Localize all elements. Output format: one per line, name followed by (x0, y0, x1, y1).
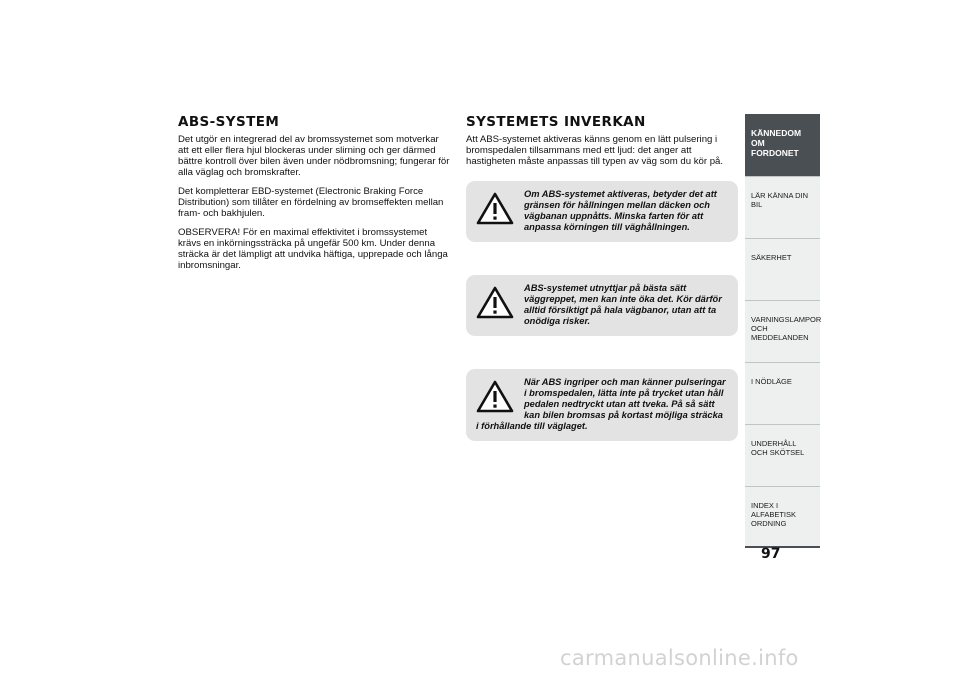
warning-triangle-icon (476, 380, 514, 414)
paragraph: Det kompletterar EBD-systemet (Electronic Braking Force Distribution) som tillåter en fördelning av bromseffekten mellan fram- och bakhjulen. (178, 186, 444, 219)
tab-varningslampor[interactable]: VARNINGSLAMPOR OCH MEDDELANDEN (745, 300, 820, 362)
watermark: carmanualsonline.info (560, 646, 799, 670)
tab-lar-kanna[interactable]: LÄR KÄNNA DIN BIL (745, 176, 820, 238)
left-column (178, 114, 450, 279)
warning-text: När ABS ingriper och man känner pulseringar i bromspedalen, lätta inte på trycket utan håll pedalen nedtryckt utan att tveka. På så sätt kan bilen bromsas på kortast möjliga sträcka i förhållande till väglaget. (476, 377, 726, 431)
warning-triangle-icon (476, 286, 514, 320)
page-number: 97 (761, 546, 781, 562)
tab-underhall[interactable]: UNDERHÅLL OCH SKÖTSEL (745, 424, 820, 486)
tab-i-nodlage[interactable]: I NÖDLÄGE (745, 362, 820, 424)
chapter-sidebar (745, 114, 820, 548)
right-column (466, 114, 738, 474)
tab-index[interactable]: INDEX I ALFABETISK ORDNING (745, 486, 820, 548)
tab-kannedom[interactable]: KÄNNEDOM OM FORDONET (745, 114, 820, 176)
warning-box (466, 369, 738, 441)
warning-box (466, 181, 738, 242)
paragraph: OBSERVERA! För en maximal effektivitet i bromssystemet krävs en inkörningssträcka på ungefär 500 km. Under denna sträcka är det lämpligt att undvika häftiga, upprepade och långa inbromsningar. (178, 227, 448, 271)
warning-text: Om ABS-systemet aktiveras, betyder det att gränsen för hållningen mellan däcken och vägbanan uppnåtts. Minska farten för att anpassa körningen till väghållningen. (524, 189, 717, 232)
warning-text: ABS-systemet utnyttjar på bästa sätt väggreppet, men kan inte öka det. Kör därför alltid försiktigt på hala vägbanor, utan att ta onödiga risker. (524, 283, 722, 326)
section-title-abs: ABS-SYSTEM (178, 114, 280, 130)
paragraph: Det utgör en integrerad del av bromssystemet som motverkar att ett eller flera hjul blockeras under slirning och ger därmed bättre kontroll över bilen även under nödbromsning; fungerar för alla väglag och bromskrafter. (178, 134, 450, 178)
tab-sakerhet[interactable]: SÄKERHET (745, 238, 820, 300)
intro-paragraph: Att ABS-systemet aktiveras känns genom en lätt pulsering i bromspedalen tillsammans med ett ljud: det anger att hastigheten måste anpassas till typen av väg som du kör på. (466, 134, 724, 167)
warning-triangle-icon (476, 192, 514, 226)
section-title-inverkan: SYSTEMETS INVERKAN (466, 114, 646, 130)
warning-box (466, 275, 738, 336)
